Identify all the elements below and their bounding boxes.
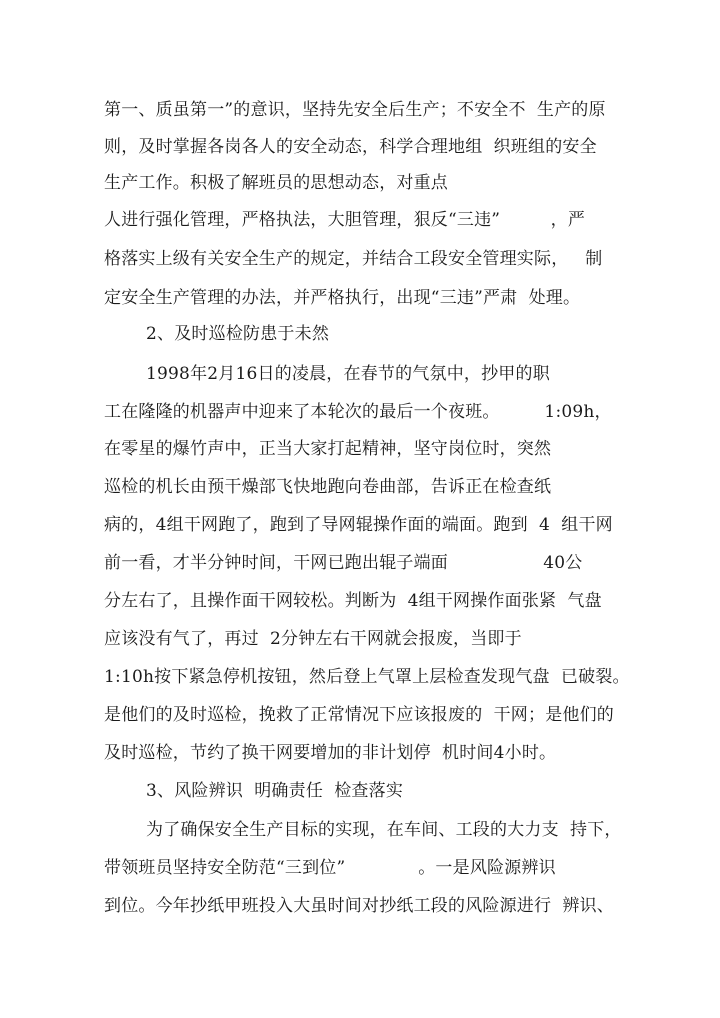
text-line: 前一看，才半分钟时间，干网已跑出辊子端面 40公	[104, 553, 583, 573]
text-line: 病的，4组干网跑了，跑到了导网辊操作面的端面。跑到 4 组干网	[104, 515, 613, 535]
text-line: 则，及时掌握各岗各人的安全动态，科学合理地组 织班组的安全	[104, 137, 597, 157]
section-heading: 3、风险辨识 明确责任 检查落实	[146, 781, 404, 801]
text-line: 带领班员坚持安全防范“三到位” 。一是风险源辨识	[104, 858, 556, 878]
text-line: 人进行强化管理，严格执法，大胆管理，狠反“三违” ，严	[104, 210, 586, 230]
section-heading: 2、及时巡检防患于未然	[146, 324, 330, 344]
text-line: 1:10h按下紧急停机按钮，然后登上气罩上层检查发现气盘 已破裂。	[104, 667, 630, 687]
text-line: 是他们的及时巡检，挽救了正常情况下应该报废的 干网；是他们的	[104, 705, 615, 725]
text-line: 分左右了，且操作面干网较松。判断为 4组干网操作面张紧 气盘	[104, 591, 602, 611]
text-line: 工在隆隆的机器声中迎来了本轮次的最后一个夜班。 1:09h，	[104, 402, 612, 422]
text-line: 及时巡检，节约了换干网要增加的非计划停 机时间4小时。	[104, 743, 557, 763]
text-line: 巡检的机长由预干燥部飞快地跑向卷曲部，告诉正在检查纸	[104, 477, 552, 497]
text-line: 第一、质虽第一”的意识，坚持先安全后生产；不安全不 生产的原	[104, 100, 606, 120]
text-line: 为了确保安全生产目标的实现，在车间、工段的大力支 持下，	[146, 820, 622, 840]
text-line: 定安全生产管理的办法，并严格执行，出现“三违”严肃 处理。	[104, 288, 581, 308]
text-line: 在零星的爆竹声中，正当大家打起精神，坚守岗位时，突然	[104, 439, 552, 459]
text-line: 应该没有气了，再过 2分钟左右干网就会报废，当即于	[104, 629, 522, 649]
text-line: 格落实上级有关安全生产的规定，并结合工段安全管理实际， 制	[104, 249, 603, 269]
text-line: 到位。今年抄纸甲班投入大虽时间对抄纸工段的风险源进行 辨识、	[104, 896, 615, 916]
text-line: 1998年2月16日的凌晨，在春节的气氛中，抄甲的职	[146, 364, 550, 384]
text-line: 生产工作。积极了解班员的思想动态，对重点	[104, 173, 448, 193]
